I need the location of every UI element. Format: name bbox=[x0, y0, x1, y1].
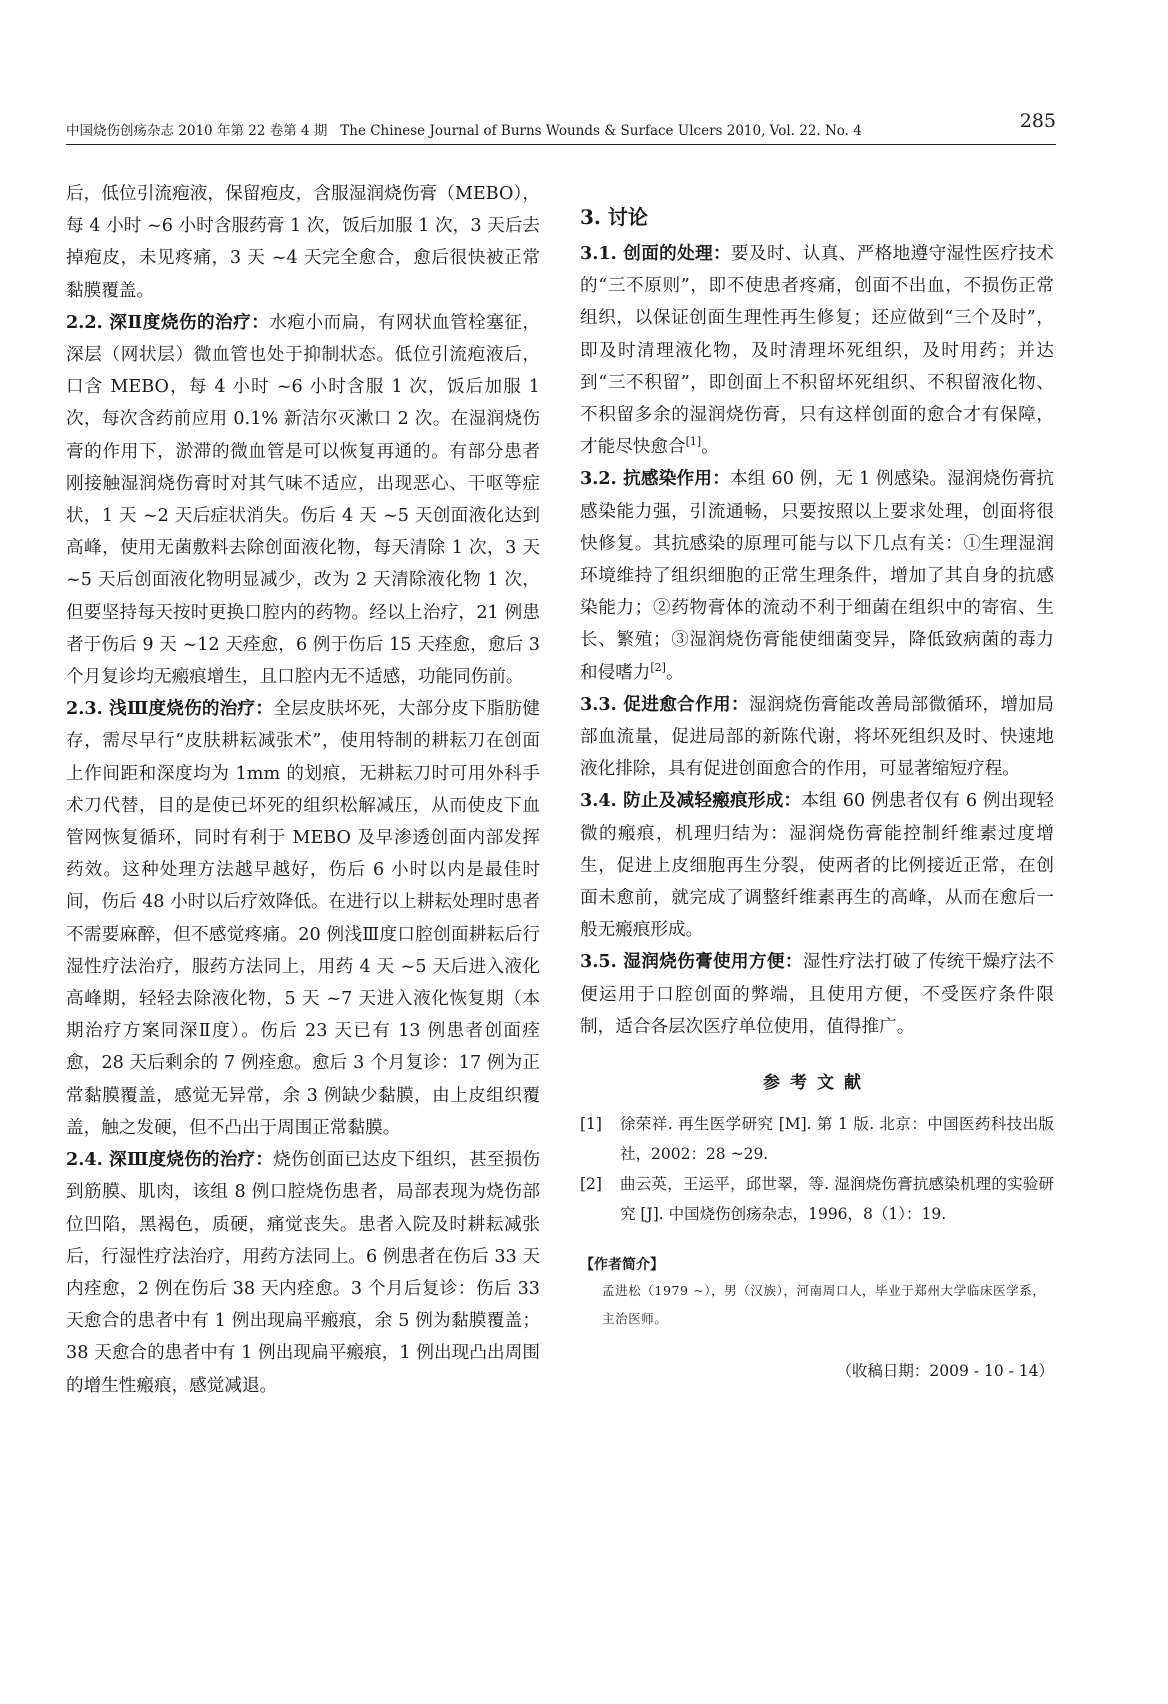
received-date: （收稿日期：2009 - 10 - 14） bbox=[836, 1362, 1054, 1381]
section-2-2-body: 水疱小而扁，有网状血管栓塞征，深层（网状层）微血管也处于抑制状态。低位引流疱液后，口含 MEBO，每 4 小时 ~6 小时含服 1 次，饭后加服 1 次，每次含药前应用 0.1% 新洁尔灭漱口 2 次。在湿润烧伤膏的作用下，淤滞的微血管是可以恢复再通的。有部分患者刚接触湿润烧伤膏时对其气味不适应，出现恶心、干呕等症状，1 天 ~2 天后症状消失。伤后 4 天 ~5 天创面液化达到高峰，使用无菌敷料去除创面液化物，每天清除 1 次，3 天 ~5 天后创面液化物明显减少，改为 2 天清除液化物 1 次，但要坚持每天按时更换口腔内的药物。经以上治疗，21 例患者于伤后 9 天 ~12 天痊愈，6 例于伤后 15 天痊愈，愈后 3 个月复诊均无瘢痕增生，且口腔内无不适感，功能同伤前。 bbox=[66, 312, 540, 688]
section-3-1: 3.1. 创面的处理：要及时、认真、严格地遵守湿性医疗技术的“三不原则”，即不使患者疼痛，创面不出血，不损伤正常组织，以保证创面生理性再生修复；还应做到“三个及时”，即及时清理液化物，及时清理坏死组织，及时用药；并达到“三不积留”，即创面上不积留坏死组织、不积留液化物、不积留多余的湿润烧伤膏，只有这样创面的愈合才有保障，才能尽快愈合[1]。 bbox=[580, 243, 1054, 458]
reference-item bbox=[580, 1169, 1054, 1229]
reference-number: [1] bbox=[580, 1115, 602, 1134]
section-3-1-body: 要及时、认真、严格地遵守湿性医疗技术的“三不原则”，即不使患者疼痛，创面不出血，不损伤正常组织，以保证创面生理性再生修复；还应做到“三个及时”，即及时清理液化物，及时清理坏死组织，及时用药；并达到“三不积留”，即创面上不积留坏死组织、不积留液化物、不积留多余的湿润烧伤膏，只有这样创面的愈合才有保障，才能尽快愈合 bbox=[580, 244, 1054, 458]
section-2-4 bbox=[66, 1144, 540, 1402]
section-3-3 bbox=[580, 689, 1054, 786]
reference-text: 徐荣祥. 再生医学研究 [M]. 第 1 版. 北京：中国医药科技出版社，2002：28 ~29. bbox=[620, 1115, 1054, 1164]
section-2-2-heading: 2.2. 深Ⅱ度烧伤的治疗： bbox=[66, 311, 270, 333]
reference-number: [2] bbox=[580, 1175, 602, 1194]
author-bio-title: 【作者简介】 bbox=[580, 1257, 664, 1274]
section-3-3-body: 湿润烧伤膏能改善局部微循环，增加局部血流量，促进局部的新陈代谢，将坏死组织及时、快速地液化排除，具有促进创面愈合的作用，可显著缩短疗程。 bbox=[580, 694, 1054, 780]
reference-item bbox=[580, 1109, 1054, 1169]
section-3-2: 3.2. 抗感染作用：本组 60 例，无 1 例感染。湿润烧伤膏抗感染能力强，引流通畅，只要按照以上要求处理，创面将很快修复。其抗感染的原理可能与以下几点有关：①生理湿润环境维持了组织细胞的正常生理条件，增加了其自身的抗感染能力；②药物膏体的流动不利于细菌在组织中的寄宿、生长、繁殖；③湿润烧伤膏能使细菌变异，降低致病菌的毒力和侵嗜力[2]。 bbox=[580, 468, 1054, 683]
section-2-4-body: 烧伤创面已达皮下组织，甚至损伤到筋膜、肌肉，该组 8 例口腔烧伤患者，局部表现为烧伤部位凹陷，黑褐色，质硬，痛觉丧失。患者入院及时耕耘减张后，行湿性疗法治疗，用药方法同上。6 例患者在伤后 33 天内痊愈，2 例在伤后 38 天内痊愈。3 个月后复诊：伤后 33 天愈合的患者中有 1 例出现扁平瘢痕，余 5 例为黏膜覆盖；38 天愈合的患者中有 1 例出现扁平瘢痕，1 例出现凸出周围的增生性瘢痕，感觉减退。 bbox=[66, 1150, 540, 1396]
reference-text: 曲云英，王运平，邱世翠，等. 湿润烧伤膏抗感染机理的实验研究 [J]. 中国烧伤创疡杂志，1996，8（1）：19. bbox=[620, 1175, 1054, 1224]
section-3-5-heading: 3.5. 湿润烧伤膏使用方便： bbox=[580, 951, 803, 973]
author-bio-text: 孟进松（1979 ~），男（汉族），河南周口人，毕业于郑州大学临床医学系，主治医师。 bbox=[602, 1283, 1046, 1327]
paragraph-continued: 后，低位引流疱液，保留疱皮，含服湿润烧伤膏（MEBO），每 4 小时 ~6 小时含服药膏 1 次，饭后加服 1 次，3 天后去掉疱皮，未见疼痛，3 天 ~4 天完全愈合，愈后很快被正常黏膜覆盖。 bbox=[66, 184, 540, 301]
section-3-1-heading: 3.1. 创面的处理： bbox=[580, 243, 732, 264]
section-3-2-heading: 3.2. 抗感染作用： bbox=[580, 468, 731, 490]
journal-name-en: The Chinese Journal of Burns Wounds & Surface Ulcers 2010, Vol. 22. No. 4 bbox=[340, 123, 862, 139]
section-3-2-body: 本组 60 例，无 1 例感染。湿润烧伤膏抗感染能力强，引流通畅，只要按照以上要求处理，创面将很快修复。其抗感染的原理可能与以下几点有关：①生理湿润环境维持了组织细胞的正常生理条件，增加了其自身的抗感染能力；②药物膏体的流动不利于细菌在组织中的寄宿、生长、繁殖；③湿润烧伤膏能使细菌变异，降低致病菌的毒力和侵嗜力 bbox=[580, 469, 1054, 683]
citation-1: [1] bbox=[685, 435, 702, 449]
section-3-5 bbox=[580, 946, 1054, 1043]
running-header bbox=[66, 110, 1056, 145]
citation-2: [2] bbox=[650, 660, 666, 674]
section-2-4-heading: 2.4. 深Ⅲ度烧伤的治疗： bbox=[66, 1149, 274, 1171]
section-2-3-body: 全层皮肤坏死，大部分皮下脂肪健存，需尽早行“皮肤耕耘减张术”，使用特制的耕耘刀在创面上作间距和深度均为 1mm 的划痕，无耕耘刀时可用外科手术刀代替，目的是使已坏死的组织松解减压，从而使皮下血管网恢复循环，同时有利于 MEBO 及早渗透创面内部发挥药效。这种处理方法越早越好，伤后 6 小时以内是最佳时间，伤后 48 小时以后疗效降低。在进行以上耕耘处理时患者不需要麻醉，但不感觉疼痛。20 例浅Ⅲ度口腔创面耕耘后行湿性疗法治疗，服药方法同上，用药 4 天 ~5 天后进入液化高峰期，轻轻去除液化物，5 天 ~7 天进入液化恢复期（本期治疗方案同深Ⅱ度）。伤后 23 天已有 13 例患者创面痊愈，28 天后剩余的 7 例痊愈。愈后 3 个月复诊：17 例为正常黏膜覆盖，感觉无异常，余 3 例缺少黏膜，由上皮组织覆盖，触之发硬，但不凸出于周围正常黏膜。 bbox=[66, 699, 540, 1138]
section-3-4-heading: 3.4. 防止及减轻瘢痕形成： bbox=[580, 790, 802, 812]
references-title: 参考文献 bbox=[763, 1073, 871, 1094]
section-3-4 bbox=[580, 785, 1054, 946]
section-3-5-body: 湿性疗法打破了传统干燥疗法不便运用于口腔创面的弊端，且使用方便，不受医疗条件限制，适合各层次医疗单位使用，值得推广。 bbox=[580, 952, 1054, 1037]
left-column bbox=[66, 178, 540, 1402]
section-2-3 bbox=[66, 693, 540, 1144]
section-3-3-heading: 3.3. 促进愈合作用： bbox=[580, 693, 749, 715]
section-2-2 bbox=[66, 307, 540, 693]
section-3-title: 3. 讨论 bbox=[580, 205, 648, 229]
journal-name-cn: 中国烧伤创疡杂志 2010 年第 22 卷第 4 期 bbox=[66, 123, 328, 139]
section-3-4-body: 本组 60 例患者仅有 6 例出现轻微的瘢痕，机理归结为：湿润烧伤膏能控制纤维素过度增生，促进上皮细胞再生分裂，使两者的比例接近正常，在创面未愈前，就完成了调整纤维素再生的高峰，从而在愈后一般无瘢痕形成。 bbox=[580, 791, 1054, 941]
right-column bbox=[580, 202, 1054, 1393]
section-2-3-heading: 2.3. 浅Ⅲ度烧伤的治疗： bbox=[66, 698, 274, 720]
page-number: 285 bbox=[1019, 110, 1056, 132]
